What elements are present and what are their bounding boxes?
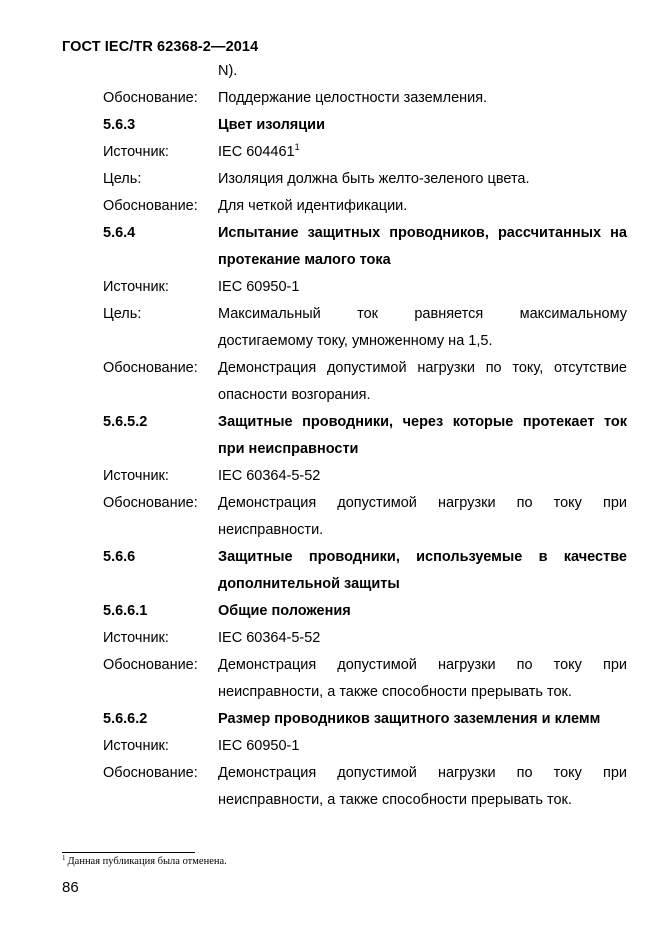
section-number: 5.6.6.2 <box>103 711 148 727</box>
section-number: 5.6.3 <box>103 117 136 133</box>
footnote-mark: 1 <box>62 853 66 862</box>
rationale-row <box>103 193 627 220</box>
section-title: Испытание защитных проводников, рассчитанных на протекание малого тока <box>218 225 627 268</box>
rationale-text: Демонстрация допустимой нагрузки по току при неисправности, а также способности прерывать ток. <box>218 657 627 700</box>
goal-row <box>103 166 627 193</box>
source-label: Источник: <box>103 279 169 295</box>
section-number: 5.6.6 <box>103 549 136 565</box>
source-text: IEC 60950-1 <box>218 738 300 754</box>
rationale-label: Обоснование: <box>103 360 198 376</box>
source-value: IEC 604461 <box>218 144 295 160</box>
rationale-row <box>103 85 627 112</box>
source-label: Источник: <box>103 630 169 646</box>
footnote <box>62 853 227 867</box>
section-heading-5-6-6-2 <box>103 706 627 733</box>
section-heading-5-6-3 <box>103 112 627 139</box>
rationale-row <box>103 490 627 544</box>
footnote-divider <box>62 852 195 853</box>
source-text: IEC 60364-5-52 <box>218 468 321 484</box>
source-label: Источник: <box>103 738 169 754</box>
rationale-label: Обоснование: <box>103 90 198 106</box>
rationale-text: Демонстрация допустимой нагрузки по току при неисправности. <box>218 495 627 538</box>
goal-text: Максимальный ток равняется максимальному достигаемому току, умноженному на 1,5. <box>218 306 627 349</box>
document-body <box>103 60 627 814</box>
rationale-label: Обоснование: <box>103 765 198 781</box>
goal-row <box>103 301 627 355</box>
section-number: 5.6.6.1 <box>103 603 148 619</box>
section-title: Защитные проводники, через которые протекает ток при неисправности <box>218 414 627 457</box>
rationale-text: Демонстрация допустимой нагрузки по току, отсутствие опасности возгорания. <box>218 360 627 403</box>
rationale-row <box>103 355 627 409</box>
section-number: 5.6.4 <box>103 225 136 241</box>
source-label: Источник: <box>103 468 169 484</box>
source-row <box>103 625 627 652</box>
source-row <box>103 463 627 490</box>
page-number: 86 <box>62 879 79 896</box>
source-label: Источник: <box>103 144 169 160</box>
source-row <box>103 274 627 301</box>
rationale-text: Поддержание целостности заземления. <box>218 90 488 106</box>
goal-label: Цель: <box>103 306 142 322</box>
footnote-reference: 1 <box>294 142 300 153</box>
goal-label: Цель: <box>103 171 142 187</box>
section-title: Цвет изоляции <box>218 117 325 133</box>
section-title: Общие положения <box>218 603 351 619</box>
section-heading-5-6-5-2 <box>103 409 627 463</box>
goal-text: Изоляция должна быть желто-зеленого цвета. <box>218 171 530 187</box>
section-title: Защитные проводники, используемые в качестве дополнительной защиты <box>218 549 627 592</box>
section-heading-5-6-4 <box>103 220 627 274</box>
source-row <box>103 139 627 166</box>
document-header: ГОСТ IEC/TR 62368-2—2014 <box>62 39 259 55</box>
source-text: IEC 60364-5-52 <box>218 630 321 646</box>
rationale-text: Демонстрация допустимой нагрузки по току при неисправности, а также способности прерывать ток. <box>218 765 627 808</box>
rationale-text: Для четкой идентификации. <box>218 198 408 214</box>
section-number: 5.6.5.2 <box>103 414 148 430</box>
section-title: Размер проводников защитного заземления и клемм <box>218 711 601 727</box>
rationale-label: Обоснование: <box>103 657 198 673</box>
footnote-text: Данная публикация была отменена. <box>67 856 227 867</box>
rationale-row <box>103 760 627 814</box>
rationale-label: Обоснование: <box>103 198 198 214</box>
continuation-row <box>103 58 627 85</box>
source-row <box>103 733 627 760</box>
continuation-text: N). <box>218 63 238 79</box>
rationale-label: Обоснование: <box>103 495 198 511</box>
section-heading-5-6-6 <box>103 544 627 598</box>
source-text <box>218 139 627 166</box>
rationale-row <box>103 652 627 706</box>
section-heading-5-6-6-1 <box>103 598 627 625</box>
source-text: IEC 60950-1 <box>218 279 300 295</box>
